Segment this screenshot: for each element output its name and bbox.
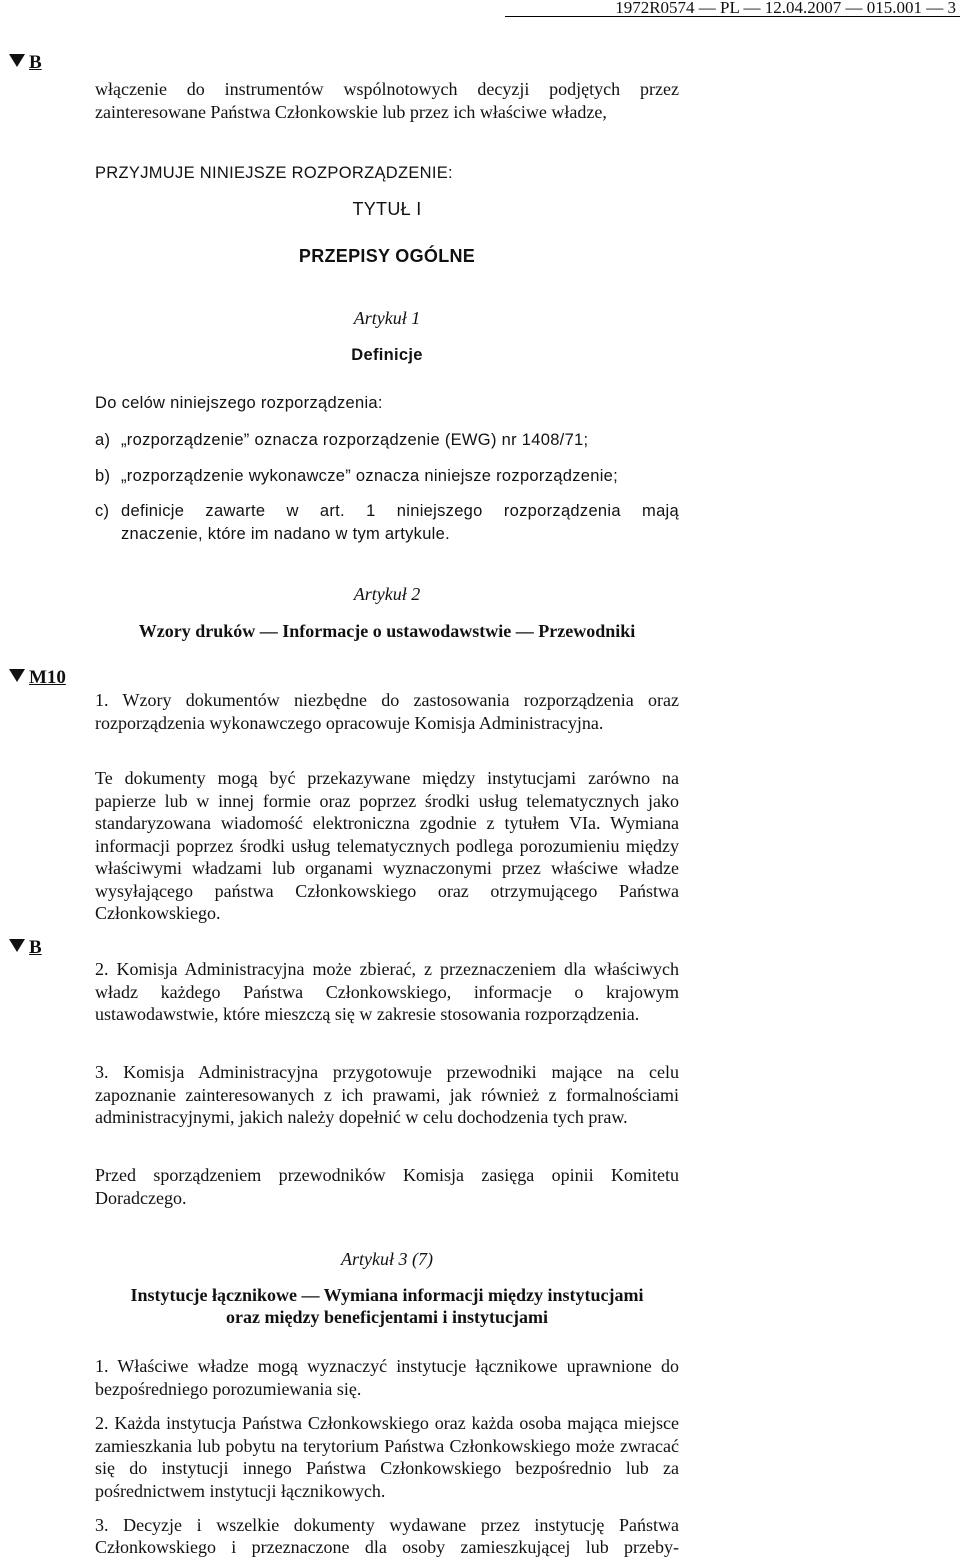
title-name: PRZEPISY OGÓLNE: [298, 246, 476, 266]
amendment-marker-b2: B: [9, 937, 42, 960]
article-2-paragraph-5: Przed sporządzeniem przewodników Komisja zasięga opinii Komitetu Doradczego.: [95, 1165, 679, 1208]
article-2-paragraph-3: 2. Komisja Administracyjna może zbierać, z przeznaczeniem dla właściwych władz każdego Państwa Członkowskiego, informacje o krajowym ustawodawstwie, które mieszczą się w zakresie stosowania rozporządzenia.: [95, 959, 679, 1024]
triangle-down-icon: [9, 54, 25, 67]
article-2-paragraph-2: Te dokumenty mogą być przekazywane między instytucjami zarówno na papierze lub w innej formie oraz poprzez środki usług telematycznych jako standaryzowana wiadomość elektroniczna zgodnie z tytułem VIa. Wymiana informacji poprzez środki usług telematycznych podlega porozumieniu między właściwymi władzami lub organami wyznaczonymi przez właściwe władze wysyłającego państwa Członkowskiego oraz otrzymującego Państwa Członkowskiego.: [95, 768, 679, 923]
document-reference: 1972R0574 — PL — 12.04.2007 — 015.001 — 3: [615, 0, 956, 17]
triangle-down-icon: [9, 939, 25, 952]
article-3-paragraph-2: 2. Każda instytucja Państwa Członkowskiego oraz każda osoba mająca miejsce zamieszkania lub pobytu na terytorium Państwa Członkowskiego może zwracać się do instytucji innego Państwa Członkowskiego bezpośrednio lub za pośrednictwem instytucji łącznikowych.: [95, 1413, 679, 1501]
article-3-label: Artykuł 3 (7): [341, 1249, 433, 1269]
adoption-statement: PRZYJMUJE NINIEJSZE ROZPORZĄDZENIE:: [95, 164, 453, 182]
article-1-lead: Do celów niniejszego rozporządzenia:: [95, 394, 383, 412]
list-item-a: a) „rozporządzenie” oznacza rozporządzenie (EWG) nr 1408/71;: [95, 431, 589, 449]
amendment-marker-b: B: [9, 52, 42, 75]
article-1-heading: Definicje: [351, 346, 423, 364]
triangle-down-icon: [9, 669, 25, 682]
list-item-c: c) definicje zawarte w art. 1 niniejszego rozporządzenia mają znaczenie, które im nadano w tym artykule.: [95, 502, 679, 543]
article-3-heading-line-2: oraz między beneficjentami i instytucjami: [226, 1307, 548, 1327]
article-2-label: Artykuł 2: [353, 584, 421, 604]
article-3-paragraph-3-line-1: 3. Decyzje i wszelkie dokumenty wydawane przez instytucję Państwa: [95, 1515, 679, 1535]
article-2-paragraph-4: 3. Komisja Administracyjna przygotowuje przewodniki mające na celu zapoznanie zainteresowanych z ich prawami, jak również z formalnościami administracyjnymi, jakich należy dopełnić w celu dochodzenia tych praw.: [95, 1062, 679, 1127]
article-3-paragraph-1: 1. Właściwe władze mogą wyznaczyć instytucje łącznikowe uprawnione do bezpośredniego porozumiewania się.: [95, 1356, 679, 1399]
article-3-paragraph-3-line-2: Członkowskiego i przeznaczone dla osoby zamieszkującej lub przeby-: [95, 1537, 679, 1557]
title-number: TYTUŁ I: [352, 199, 422, 219]
page-header: [505, 0, 960, 17]
intro-paragraph: włączenie do instrumentów wspólnotowych decyzji podjętych przez zainteresowane Państwa Członkowskie lub przez ich właściwe władze,: [95, 79, 679, 122]
list-item-b: b) „rozporządzenie wykonawcze” oznacza niniejsze rozporządzenie;: [95, 467, 619, 485]
article-2-paragraph-1: 1. Wzory dokumentów niezbędne do zastosowania rozporządzenia oraz rozporządzenia wykonawczego opracowuje Komisja Administracyjna.: [95, 690, 679, 733]
article-3-heading-line-1: Instytucje łącznikowe — Wymiana informacji między instytucjami: [130, 1285, 644, 1305]
article-1-label: Artykuł 1: [353, 308, 421, 328]
article-2-heading: Wzory druków — Informacje o ustawodawstwie — Przewodniki: [138, 621, 636, 641]
amendment-marker-m10: M10: [9, 667, 66, 690]
